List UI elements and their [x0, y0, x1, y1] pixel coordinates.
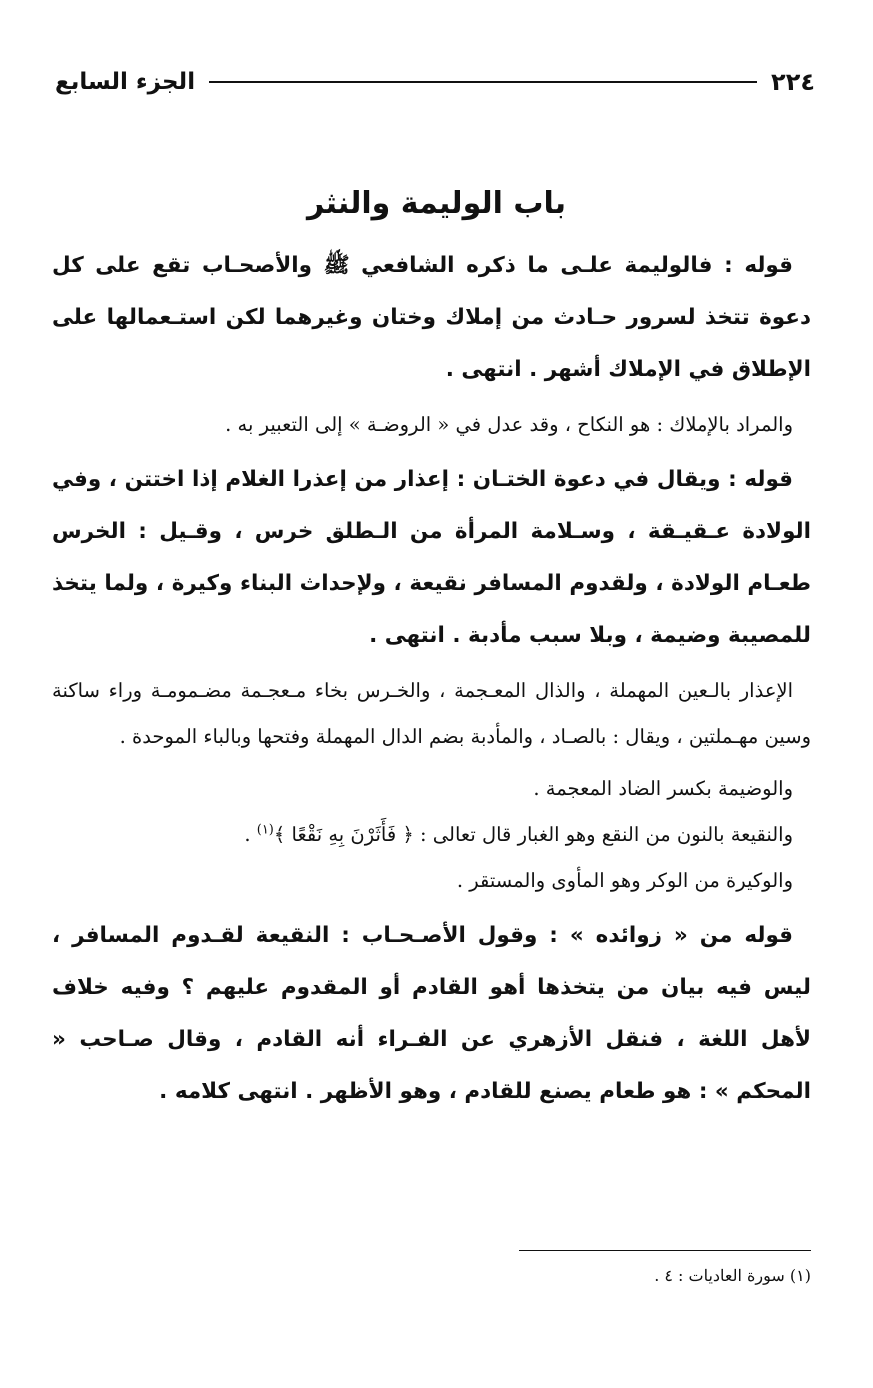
paragraph-2-commentary: والمراد بالإملاك : هو النكاح ، وقد عدل في « الروضـة » إلى التعبير به . — [225, 413, 793, 436]
paragraph-3-quote: قوله : ويقال في دعوة الختـان : إعذار من إعذرا الغلام إذا اختتن ، وفي الولادة عـقيـقة ، وسـلامة المرأة من الـطلق خرس ، وقـيل : الخرس طعـام الولادة ، ولقدوم المسافر نقيعة ، ولإحداث البناء وكيرة ، ولما يتخذ للمصيبة وضيمة ، وبلا سبب مأدبة . انتهى . — [52, 467, 811, 648]
footnote-reference: (١) — [256, 822, 274, 838]
footnote-separator — [519, 1250, 811, 1251]
paragraph-6-commentary — [52, 812, 811, 858]
paragraph-5-commentary: والوضيمة بكسر الضاد المعجمة . — [533, 777, 793, 800]
paragraph-6-tail: . — [244, 823, 257, 846]
part-title: الجزء السابع — [55, 69, 196, 95]
page-number: ٢٢٤ — [771, 68, 815, 96]
paragraph-8-quote: قوله من « زوائده » : وقول الأصـحـاب : النقيعة لقـدوم المسافر ، ليس فيه بيان من يتخذها أهو القادم أو المقدوم عليهم ؟ وفيه خلاف لأهل اللغة ، فنقل الأزهري عن الفـراء أنه القادم ، وقال صـاحب « المحكم » : هو طعام يصنع للقادم ، وهو الأظهر . انتهى كلامه . — [52, 923, 811, 1104]
paragraph-4-commentary: الإعذار بالـعين المهملة ، والذال المعـجمة ، والخـرس بخاء مـعجـمة مضـمومـة وراء ساكنة وسين مهـملتين ، ويقال : بالصـاد ، والمأدبة بضم الدال المهملة وفتحها وبالباء الموحدة . — [52, 679, 811, 748]
section-title: باب الوليمة والنثر — [306, 186, 567, 221]
header-rule — [209, 81, 757, 83]
footnote: (١) سورة العاديات : ٤ . — [654, 1266, 811, 1285]
body-text — [52, 240, 811, 1124]
paragraph-6-text: والنقيعة بالنون من النقع وهو الغبار قال تعالى : ﴿ فَأَثَرْنَ بِهِ نَقْعًا ﴾ — [273, 823, 793, 846]
paragraph-7-commentary: والوكيرة من الوكر وهو المأوى والمستقر . — [456, 869, 793, 892]
running-header — [55, 62, 815, 102]
paragraph-1-quote: قوله : فالوليمة علـى ما ذكره الشافعي ﷺ والأصحـاب تقع على كل دعوة تتخذ لسرور حـادث من إملاك وختان وغيرهما لكن استـعمالها على الإطلاق في الإملاك أشهر . انتهى . — [52, 253, 811, 382]
